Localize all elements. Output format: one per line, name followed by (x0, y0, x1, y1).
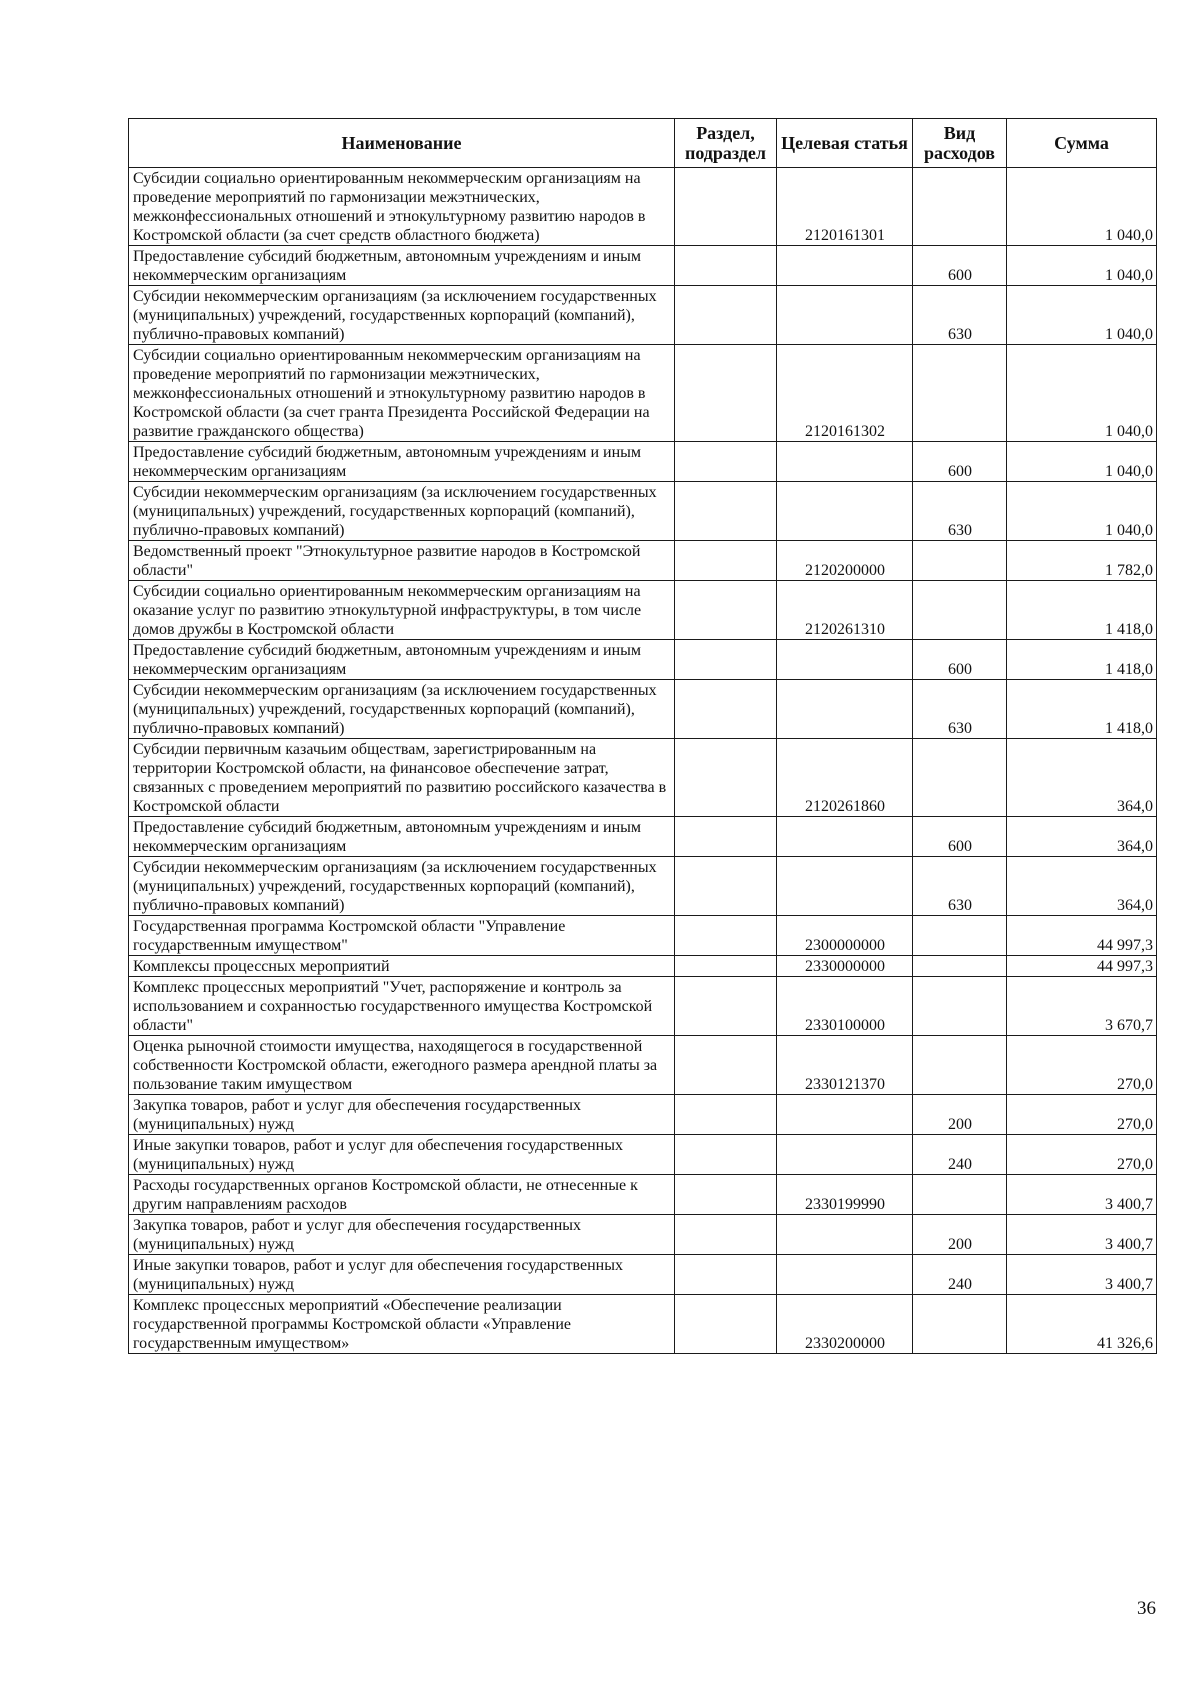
cell-amount: 44 997,3 (1007, 916, 1157, 956)
cell-amount: 1 040,0 (1007, 286, 1157, 345)
table-row (129, 1215, 1157, 1255)
cell-type: 600 (913, 817, 1007, 857)
cell-amount: 364,0 (1007, 817, 1157, 857)
table-row (129, 916, 1157, 956)
cell-section (675, 1215, 777, 1255)
cell-article: 2120261860 (777, 739, 913, 817)
table-row (129, 541, 1157, 581)
cell-article: 2330199990 (777, 1175, 913, 1215)
cell-section (675, 345, 777, 442)
cell-amount: 1 782,0 (1007, 541, 1157, 581)
cell-article (777, 1255, 913, 1295)
cell-article: 2330100000 (777, 977, 913, 1036)
cell-article: 2120261310 (777, 581, 913, 640)
cell-name: Закупка товаров, работ и услуг для обеспечения государственных (муниципальных) нужд (129, 1215, 675, 1255)
table-row (129, 817, 1157, 857)
cell-section (675, 1095, 777, 1135)
table-row (129, 581, 1157, 640)
page-number: 36 (1137, 1598, 1156, 1619)
cell-section (675, 1255, 777, 1295)
cell-type: 240 (913, 1255, 1007, 1295)
table-row (129, 977, 1157, 1036)
cell-type: 600 (913, 442, 1007, 482)
cell-article (777, 1135, 913, 1175)
cell-amount: 1 418,0 (1007, 581, 1157, 640)
cell-amount: 41 326,6 (1007, 1295, 1157, 1354)
cell-article: 2120161301 (777, 168, 913, 246)
cell-article: 2120200000 (777, 541, 913, 581)
cell-type (913, 1295, 1007, 1354)
cell-amount: 44 997,3 (1007, 956, 1157, 977)
cell-section (675, 1295, 777, 1354)
cell-type: 630 (913, 680, 1007, 739)
cell-section (675, 482, 777, 541)
cell-article (777, 1215, 913, 1255)
cell-type (913, 168, 1007, 246)
header-amount: Сумма (1007, 119, 1157, 168)
cell-type (913, 1175, 1007, 1215)
table-row (129, 1036, 1157, 1095)
cell-section (675, 286, 777, 345)
cell-type: 200 (913, 1095, 1007, 1135)
cell-amount: 270,0 (1007, 1095, 1157, 1135)
cell-type (913, 916, 1007, 956)
cell-section (675, 581, 777, 640)
budget-table (128, 118, 1157, 1354)
cell-section (675, 168, 777, 246)
header-section: Раздел, подраздел (675, 119, 777, 168)
table-row (129, 1135, 1157, 1175)
table-body (129, 168, 1157, 1354)
cell-amount: 3 400,7 (1007, 1175, 1157, 1215)
cell-name: Комплекс процессных мероприятий «Обеспечение реализации государственной программы Костромской области «Управление государственным имуществом» (129, 1295, 675, 1354)
cell-name: Субсидии социально ориентированным некоммерческим организациям на оказание услуг по развитию этнокультурной инфраструктуры, в том числе домов дружбы в Костромской области (129, 581, 675, 640)
cell-type (913, 956, 1007, 977)
table-row (129, 640, 1157, 680)
cell-section (675, 541, 777, 581)
cell-name: Субсидии социально ориентированным некоммерческим организациям на проведение мероприятий по гармонизации межэтнических, межконфессиональных отношений и этнокультурному развитию народов в Костромской области (за счет средств областного бюджета) (129, 168, 675, 246)
cell-type: 240 (913, 1135, 1007, 1175)
cell-type: 630 (913, 482, 1007, 541)
cell-amount: 364,0 (1007, 739, 1157, 817)
cell-name: Иные закупки товаров, работ и услуг для обеспечения государственных (муниципальных) нужд (129, 1135, 675, 1175)
cell-name: Предоставление субсидий бюджетным, автономным учреждениям и иным некоммерческим организациям (129, 442, 675, 482)
cell-name: Оценка рыночной стоимости имущества, находящегося в государственной собственности Костромской области, ежегодного размера арендной платы за пользование таким имуществом (129, 1036, 675, 1095)
cell-article (777, 680, 913, 739)
cell-type: 200 (913, 1215, 1007, 1255)
table-row (129, 1255, 1157, 1295)
cell-article (777, 1095, 913, 1135)
cell-type (913, 1036, 1007, 1095)
cell-name: Комплексы процессных мероприятий (129, 956, 675, 977)
table-row (129, 1295, 1157, 1354)
cell-article: 2300000000 (777, 916, 913, 956)
cell-amount: 1 040,0 (1007, 442, 1157, 482)
cell-name: Ведомственный проект "Этнокультурное развитие народов в Костромской области" (129, 541, 675, 581)
cell-amount: 1 040,0 (1007, 168, 1157, 246)
cell-amount: 3 670,7 (1007, 977, 1157, 1036)
cell-article (777, 817, 913, 857)
cell-name: Субсидии некоммерческим организациям (за исключением государственных (муниципальных) учреждений, государственных корпораций (компаний), публично-правовых компаний) (129, 482, 675, 541)
cell-section (675, 1135, 777, 1175)
cell-type (913, 581, 1007, 640)
cell-article: 2120161302 (777, 345, 913, 442)
table-row (129, 857, 1157, 916)
cell-name: Субсидии некоммерческим организациям (за исключением государственных (муниципальных) учреждений, государственных корпораций (компаний), публично-правовых компаний) (129, 857, 675, 916)
cell-amount: 1 418,0 (1007, 680, 1157, 739)
cell-type: 600 (913, 246, 1007, 286)
cell-section (675, 1036, 777, 1095)
cell-name: Предоставление субсидий бюджетным, автономным учреждениям и иным некоммерческим организациям (129, 640, 675, 680)
cell-section (675, 916, 777, 956)
header-article: Целевая статья (777, 119, 913, 168)
table-row (129, 246, 1157, 286)
cell-name: Субсидии социально ориентированным некоммерческим организациям на проведение мероприятий по гармонизации межэтнических, межконфессиональных отношений и этнокультурному развитию народов в Костромской области (за счет гранта Президента Российской Федерации на развитие гражданского общества) (129, 345, 675, 442)
cell-type (913, 739, 1007, 817)
cell-article: 2330121370 (777, 1036, 913, 1095)
cell-amount: 364,0 (1007, 857, 1157, 916)
header-name: Наименование (129, 119, 675, 168)
cell-name: Предоставление субсидий бюджетным, автономным учреждениям и иным некоммерческим организациям (129, 817, 675, 857)
table-row (129, 1175, 1157, 1215)
cell-name: Государственная программа Костромской области "Управление государственным имуществом" (129, 916, 675, 956)
cell-amount: 1 040,0 (1007, 246, 1157, 286)
header-type: Вид расходов (913, 119, 1007, 168)
cell-section (675, 640, 777, 680)
cell-amount: 3 400,7 (1007, 1215, 1157, 1255)
cell-name: Закупка товаров, работ и услуг для обеспечения государственных (муниципальных) нужд (129, 1095, 675, 1135)
cell-section (675, 956, 777, 977)
table-row (129, 168, 1157, 246)
table-row (129, 482, 1157, 541)
table-row (129, 956, 1157, 977)
cell-section (675, 246, 777, 286)
table-header-row (129, 119, 1157, 168)
cell-article (777, 640, 913, 680)
cell-section (675, 739, 777, 817)
table-row (129, 345, 1157, 442)
cell-amount: 270,0 (1007, 1036, 1157, 1095)
cell-article (777, 482, 913, 541)
cell-type: 630 (913, 857, 1007, 916)
cell-article (777, 442, 913, 482)
cell-name: Субсидии некоммерческим организациям (за исключением государственных (муниципальных) учреждений, государственных корпораций (компаний), публично-правовых компаний) (129, 286, 675, 345)
cell-name: Расходы государственных органов Костромской области, не отнесенные к другим направлениям расходов (129, 1175, 675, 1215)
table-row (129, 739, 1157, 817)
cell-article (777, 857, 913, 916)
cell-section (675, 977, 777, 1036)
cell-amount: 1 418,0 (1007, 640, 1157, 680)
cell-type (913, 345, 1007, 442)
cell-name: Субсидии первичным казачьим обществам, зарегистрированным на территории Костромской области, на финансовое обеспечение затрат, связанных с проведением мероприятий по развитию российского казачества в Костромской области (129, 739, 675, 817)
cell-name: Предоставление субсидий бюджетным, автономным учреждениям и иным некоммерческим организациям (129, 246, 675, 286)
cell-section (675, 1175, 777, 1215)
cell-type (913, 977, 1007, 1036)
cell-article: 2330200000 (777, 1295, 913, 1354)
cell-article: 2330000000 (777, 956, 913, 977)
cell-type: 600 (913, 640, 1007, 680)
cell-section (675, 680, 777, 739)
cell-amount: 1 040,0 (1007, 482, 1157, 541)
cell-amount: 270,0 (1007, 1135, 1157, 1175)
table-row (129, 680, 1157, 739)
cell-type: 630 (913, 286, 1007, 345)
cell-type (913, 541, 1007, 581)
table-row (129, 286, 1157, 345)
table-row (129, 1095, 1157, 1135)
cell-name: Комплекс процессных мероприятий "Учет, распоряжение и контроль за использованием и сохранностью государственного имущества Костромской области" (129, 977, 675, 1036)
cell-name: Субсидии некоммерческим организациям (за исключением государственных (муниципальных) учреждений, государственных корпораций (компаний), публично-правовых компаний) (129, 680, 675, 739)
cell-amount: 1 040,0 (1007, 345, 1157, 442)
cell-article (777, 286, 913, 345)
cell-section (675, 817, 777, 857)
table-row (129, 442, 1157, 482)
cell-name: Иные закупки товаров, работ и услуг для обеспечения государственных (муниципальных) нужд (129, 1255, 675, 1295)
cell-article (777, 246, 913, 286)
cell-section (675, 857, 777, 916)
cell-amount: 3 400,7 (1007, 1255, 1157, 1295)
cell-section (675, 442, 777, 482)
